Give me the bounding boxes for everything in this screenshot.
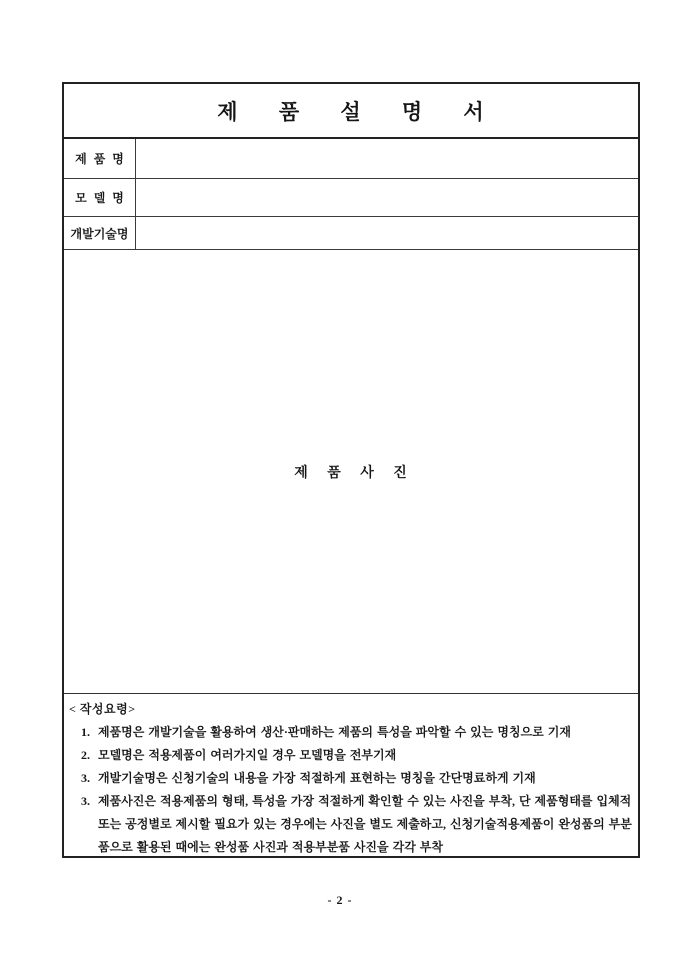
guideline-number: 3. <box>81 794 90 808</box>
guideline-item-1 <box>69 721 632 744</box>
product-name-value <box>136 139 638 178</box>
guideline-number: 2. <box>81 748 90 762</box>
form-title: 제 품 설 명 서 <box>217 99 485 124</box>
field-row-model-name <box>64 179 638 217</box>
guideline-text: 개발기술명은 신청기술의 내용을 가장 적절하게 표현하는 명칭을 간단명료하게 기재 <box>98 771 536 785</box>
guideline-text: 제품사진은 적용제품의 형태, 특성을 가장 적절하게 확인할 수 있는 사진을 부착, 단 제품형태를 입체적 또는 공정별로 제시할 필요가 있는 경우에는 사진을 별도 제출하고, 신청기술적용제품이 완성품의 부분품으로 활용된 때에는 완성품 사진과 적용부분품 사진을 각각 부착 <box>98 794 632 854</box>
product-description-form <box>62 82 640 858</box>
guideline-number: 1. <box>81 725 90 739</box>
guideline-text: 제품명은 개발기술을 활용하여 생산·판매하는 제품의 특성을 파악할 수 있는 명칭으로 기재 <box>98 725 571 739</box>
product-photo-area <box>64 250 638 694</box>
field-row-tech-name <box>64 217 638 250</box>
guideline-item-3 <box>69 767 632 790</box>
product-photo-placeholder: 제 품 사 진 <box>294 465 408 481</box>
model-name-label: 모 델 명 <box>64 179 136 216</box>
guideline-item-4 <box>69 790 632 859</box>
form-title-row <box>64 84 638 139</box>
guideline-item-2 <box>69 744 632 767</box>
guidelines-section <box>64 694 638 859</box>
guideline-text: 모델명은 적용제품이 여러가지일 경우 모델명을 전부기재 <box>98 748 397 762</box>
model-name-value <box>136 179 638 216</box>
guideline-number: 3. <box>81 771 90 785</box>
guidelines-heading: < 작성요령> <box>69 702 136 716</box>
product-name-label: 제 품 명 <box>64 139 136 178</box>
page-number: - 2 - <box>327 893 353 907</box>
field-row-product-name <box>64 139 638 179</box>
tech-name-value <box>136 217 638 249</box>
tech-name-label: 개발기술명 <box>64 217 136 249</box>
